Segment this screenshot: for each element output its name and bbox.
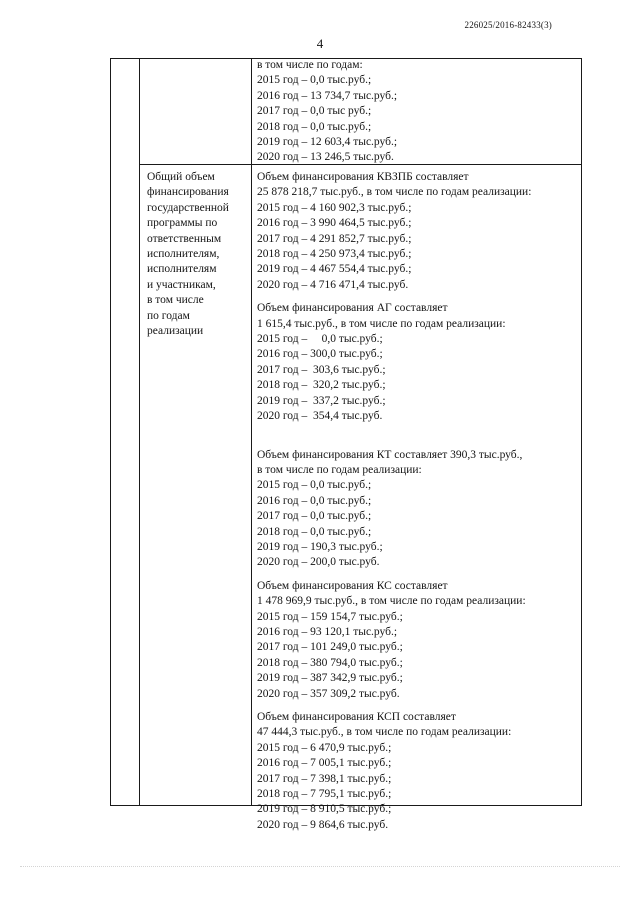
label-line: финансирования <box>147 186 229 199</box>
year-line: 2016 год – 0,0 тыс.руб.; <box>257 494 372 507</box>
financing-block-kvzpb <box>257 170 531 293</box>
text-line: 2020 год – 13 246,5 тыс.руб. <box>257 151 394 164</box>
label-line: ответственным <box>147 232 222 245</box>
row-label <box>147 170 229 339</box>
block-total: 25 878 218,7 тыс.руб., в том числе по годам реализации: <box>257 186 532 199</box>
label-line: программы по <box>147 217 218 230</box>
label-line: по годам <box>147 309 190 322</box>
label-line: реализации <box>147 325 204 338</box>
year-line: 2018 год – 320,2 тыс.руб.; <box>257 379 386 392</box>
page-number: 4 <box>316 36 324 51</box>
year-line: 2016 год – 3 990 464,5 тыс.руб.; <box>257 217 412 230</box>
text-line: 2018 год – 0,0 тыс.руб.; <box>257 120 372 133</box>
text-line: 2015 год – 0,0 тыс.руб.; <box>257 74 372 87</box>
text-line: в том числе по годам: <box>257 59 363 71</box>
block-total: 1 478 969,9 тыс.руб., в том числе по годам реализации: <box>257 595 526 608</box>
year-line: 2018 год – 0,0 тыс.руб.; <box>257 525 372 538</box>
label-line: в том числе <box>147 294 204 307</box>
scan-edge-dots <box>20 866 620 873</box>
year-line: 2018 год – 7 795,1 тыс.руб.; <box>257 788 392 801</box>
year-line: 2017 год – 4 291 852,7 тыс.руб.; <box>257 232 412 245</box>
block-total: 1 615,4 тыс.руб., в том числе по годам реализации: <box>257 317 506 330</box>
year-line: 2020 год – 4 716 471,4 тыс.руб. <box>257 278 409 291</box>
text-line: 2016 год – 13 734,7 тыс.руб.; <box>257 89 398 102</box>
financing-block-ks <box>257 579 531 702</box>
year-line: 2017 год – 0,0 тыс.руб.; <box>257 510 372 523</box>
year-line: 2019 год – 337,2 тыс.руб.; <box>257 394 386 407</box>
year-line: 2016 год – 93 120,1 тыс.руб.; <box>257 625 398 638</box>
label-line: Общий объем <box>147 171 215 183</box>
year-line: 2019 год – 4 467 554,4 тыс.руб.; <box>257 263 412 276</box>
block-total: в том числе по годам реализации: <box>257 463 422 476</box>
label-line: исполнителям <box>147 263 217 276</box>
column-divider-1 <box>139 59 140 805</box>
document-number: 226025/2016-82433(3) <box>464 20 552 30</box>
text-line: 2017 год – 0,0 тыс руб.; <box>257 105 372 118</box>
passport-table <box>110 58 582 831</box>
financing-block-ksp <box>257 710 531 833</box>
block-heading: Объем финансирования АГ составляет <box>257 302 448 315</box>
year-line: 2020 год – 9 864,6 тыс.руб. <box>257 818 389 831</box>
year-line: 2018 год – 380 794,0 тыс.руб.; <box>257 656 403 669</box>
year-line: 2020 год – 357 309,2 тыс.руб. <box>257 687 400 700</box>
year-line: 2017 год – 303,6 тыс.руб.; <box>257 363 386 376</box>
year-line: 2017 год – 101 249,0 тыс.руб.; <box>257 641 403 654</box>
label-line: и участникам, <box>147 278 216 291</box>
column-divider-2 <box>251 59 252 805</box>
financing-block-kt <box>257 448 531 571</box>
label-line: государственной <box>147 201 229 214</box>
year-line: 2019 год – 8 910,5 тыс.руб.; <box>257 803 392 816</box>
year-line: 2016 год – 300,0 тыс.руб.; <box>257 348 383 361</box>
year-line: 2015 год – 0,0 тыс.руб.; <box>257 333 383 346</box>
year-line: 2018 год – 4 250 973,4 тыс.руб.; <box>257 248 412 261</box>
year-line: 2015 год – 0,0 тыс.руб.; <box>257 479 372 492</box>
year-line: 2019 год – 387 342,9 тыс.руб.; <box>257 672 403 685</box>
block-heading: Объем финансирования КСП составляет <box>257 711 456 723</box>
top-row-content <box>257 58 397 166</box>
financing-content <box>257 170 531 833</box>
year-line: 2020 год – 354,4 тыс.руб. <box>257 410 383 423</box>
year-line: 2015 год – 6 470,9 тыс.руб.; <box>257 741 392 754</box>
label-line: исполнителям, <box>147 248 220 261</box>
financing-block-ag <box>257 301 531 424</box>
block-heading: Объем финансирования КВЗПБ составляет <box>257 171 469 183</box>
block-heading: Объем финансирования КТ составляет 390,3 тыс.руб., <box>257 448 523 461</box>
year-line: 2019 год – 190,3 тыс.руб.; <box>257 540 383 553</box>
block-total: 47 444,3 тыс.руб., в том числе по годам реализации: <box>257 726 512 739</box>
text-line: 2019 год – 12 603,4 тыс.руб.; <box>257 136 398 149</box>
year-line: 2017 год – 7 398,1 тыс.руб.; <box>257 772 392 785</box>
block-heading: Объем финансирования КС составляет <box>257 579 448 592</box>
year-line: 2016 год – 7 005,1 тыс.руб.; <box>257 757 392 770</box>
year-line: 2015 год – 159 154,7 тыс.руб.; <box>257 610 403 623</box>
year-line: 2015 год – 4 160 902,3 тыс.руб.; <box>257 201 412 214</box>
year-line: 2020 год – 200,0 тыс.руб. <box>257 556 380 569</box>
